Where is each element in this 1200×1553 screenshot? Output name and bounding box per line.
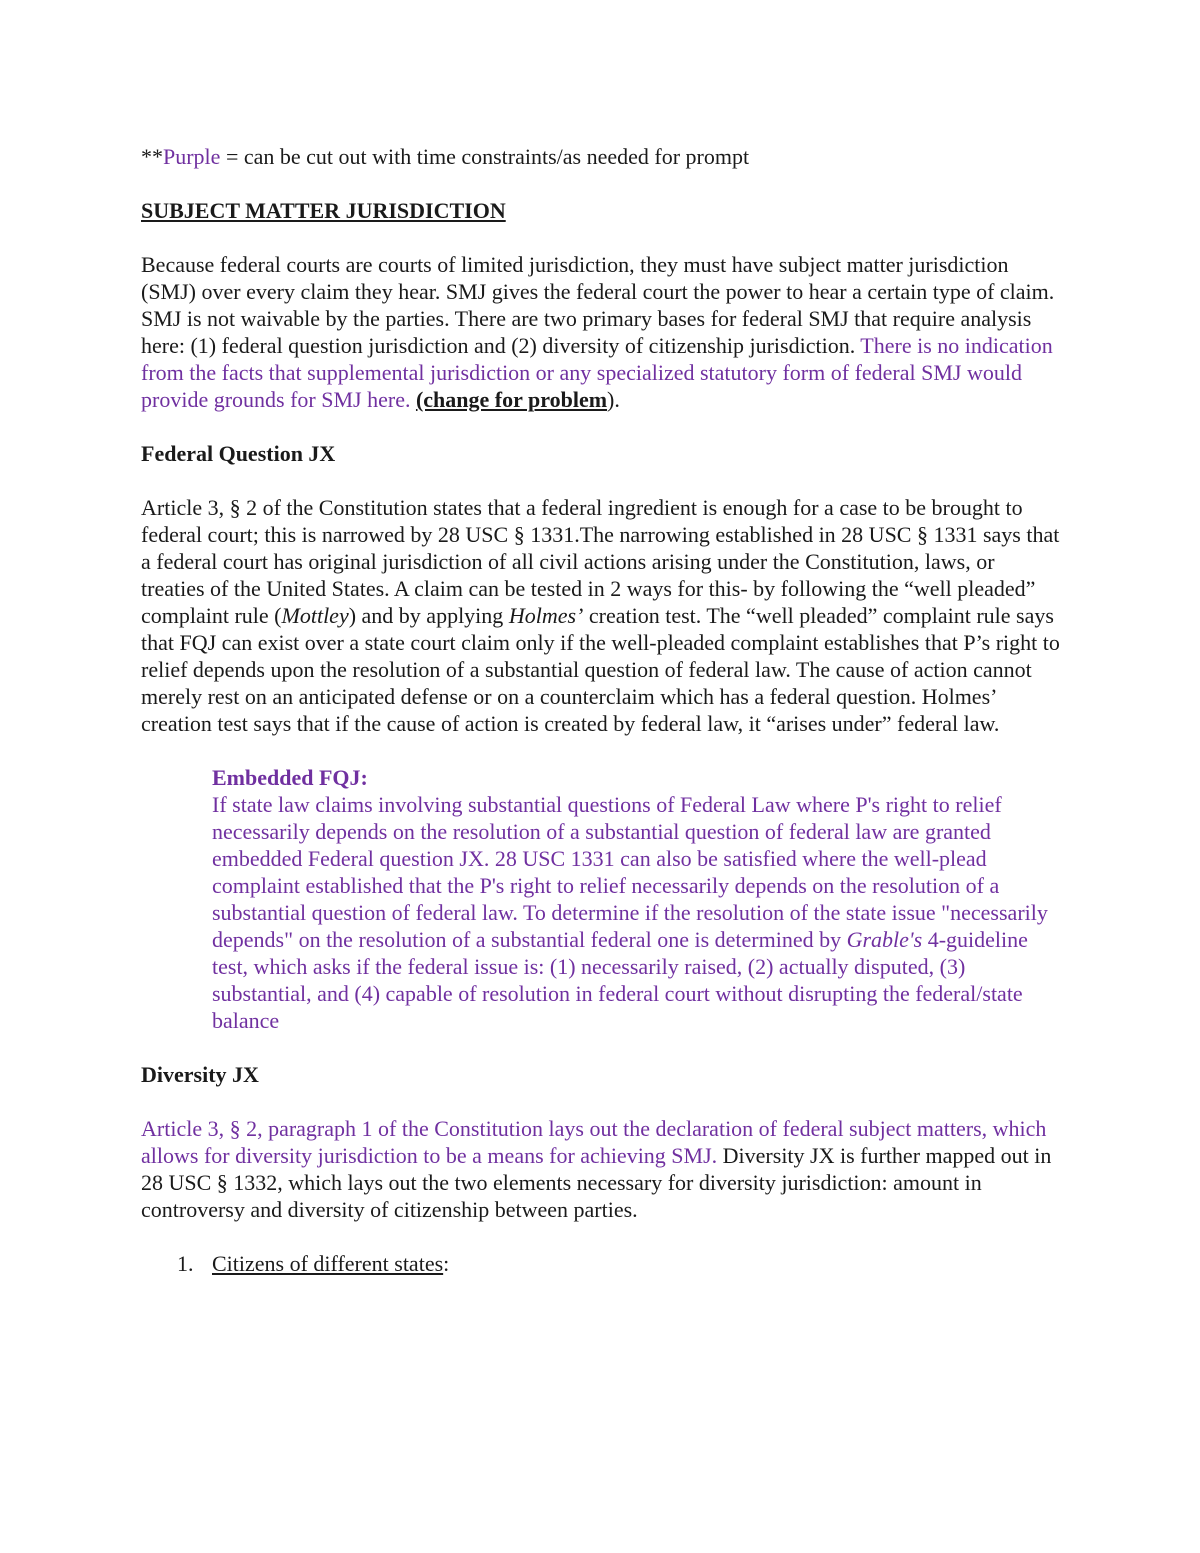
- embedded-grable: Grable's: [846, 927, 923, 952]
- smj-text: Because federal courts are courts of limited jurisdiction, they must have subject matter jurisdiction (SMJ) over every claim they hear. SMJ gives the federal court the power to hear a certain type of claim. SMJ is not waivable by the parties. There are two primary bases for federal SMJ that require analysis here: (1) federal question jurisdiction and (2) diversity of citizenship jurisdiction.: [141, 252, 1055, 358]
- fqj-text-2: ) and by applying: [348, 603, 509, 628]
- embedded-heading: Embedded FQJ:: [212, 765, 368, 790]
- smj-paragraph: [141, 251, 1061, 413]
- smj-change-note: (change for problem: [415, 387, 608, 412]
- embedded-paragraph: [212, 791, 1061, 1034]
- smj-heading: SUBJECT MATTER JURISDICTION: [141, 198, 506, 223]
- list-label: Citizens of different states: [212, 1251, 444, 1276]
- fqj-holmes: Holmes’: [508, 603, 584, 628]
- document-body: [141, 143, 1061, 1277]
- list-number: 1.: [177, 1251, 194, 1276]
- fqj-text-1: Article 3, § 2 of the Constitution states that a federal ingredient is enough for a case to be brought to federal court; this is narrowed by 28 USC § 1331.The narrowing established in 28 USC § 1331 says that a federal court has original jurisdiction of all civil actions arising under the Constitution, laws, or treaties of the United States. A claim can be tested in 2 ways for this- by following the “well pleaded” complaint rule (: [141, 495, 1060, 628]
- fqj-heading: Federal Question JX: [141, 441, 336, 466]
- list-item: [141, 1250, 1061, 1277]
- diversity-paragraph: [141, 1115, 1061, 1223]
- smj-purple-text: There is no indication from the facts that supplemental jurisdiction or any specialized statutory form of federal SMJ would provide grounds for SMJ here.: [141, 333, 1053, 412]
- diversity-purple-text: Article 3, § 2, paragraph 1 of the Constitution lays out the declaration of federal subject matters, which allows for diversity jurisdiction to be a means for achieving SMJ.: [141, 1116, 1047, 1168]
- fqj-mottley: Mottley: [281, 603, 349, 628]
- fqj-text-3: creation test. The “well pleaded” complaint rule says that FQJ can exist over a state court claim only if the well-pleaded complaint establishes that P’s right to relief depends upon the resolution of a substantial question of federal law. The cause of action cannot merely rest on an anticipated defense or on a counterclaim which has a federal question. Holmes’ creation test says that if the cause of action is created by federal law, it “arises under” federal law.: [141, 603, 1060, 736]
- embedded-text-1: If state law claims involving substantial questions of Federal Law where P's right to relief necessarily depends on the resolution of a substantial question of federal law are granted embedded Federal question JX. 28 USC 1331 can also be satisfied where the well-plead complaint established that the P's right to relief necessarily depends on the resolution of a substantial question of federal law. To determine if the resolution of the state issue "necessarily depends" on the resolution of a substantial federal one is determined by: [212, 792, 1048, 952]
- embedded-text-2: 4-guideline test, which asks if the federal issue is: (1) necessarily raised, (2) actually disputed, (3) substantial, and (4) capable of resolution in federal court without disrupting the federal/state balance: [212, 927, 1028, 1033]
- smj-end: ).: [607, 387, 620, 412]
- list-suffix: :: [443, 1251, 450, 1276]
- legend-color-word: Purple: [163, 144, 221, 169]
- legend-stars: **: [141, 144, 163, 169]
- embedded-fqj-section: [212, 764, 1061, 1034]
- list-text: [212, 1250, 449, 1277]
- fqj-paragraph: [141, 494, 1061, 737]
- diversity-text: Diversity JX is further mapped out in 28 USC § 1332, which lays out the two elements necessary for diversity jurisdiction: amount in controversy and diversity of citizenship between parties.: [141, 1143, 1052, 1222]
- diversity-heading: Diversity JX: [141, 1062, 259, 1087]
- legend-text: = can be cut out with time constraints/as needed for prompt: [220, 144, 750, 169]
- legend-line: [141, 143, 1061, 170]
